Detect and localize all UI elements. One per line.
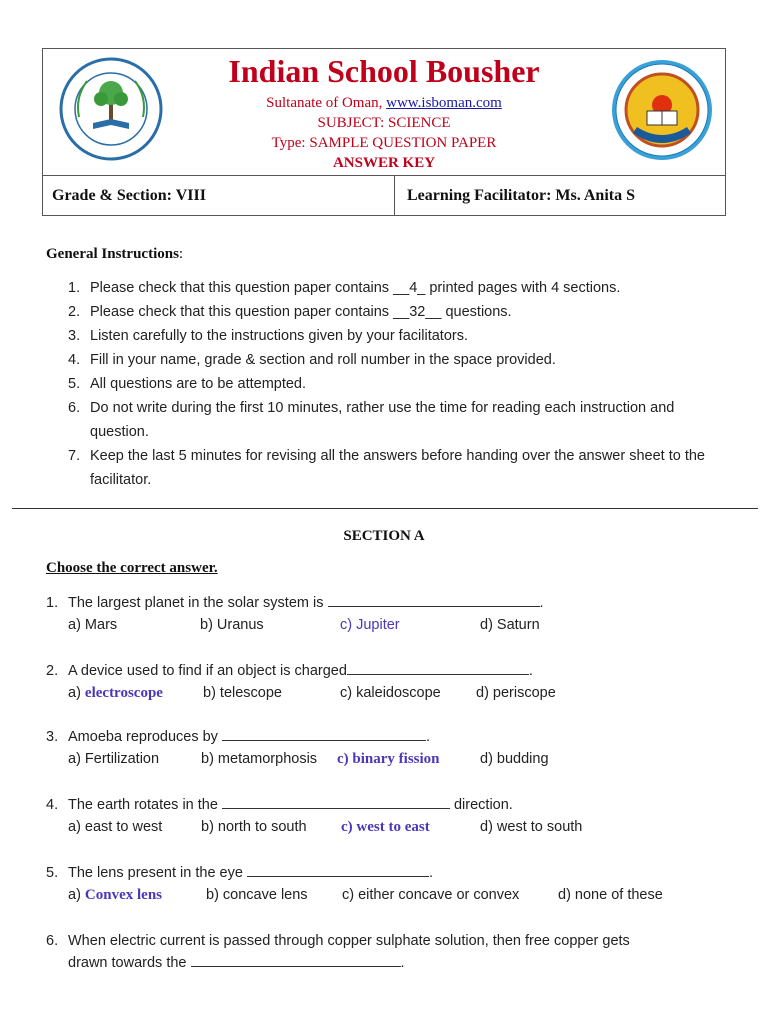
general-instructions-title: General Instructions: [46, 246, 184, 262]
grade-section: Grade & Section: VIII [43, 176, 395, 216]
school-name: Indian School Bousher [228, 53, 540, 89]
answer-blank [222, 726, 426, 741]
option-d: d) periscope [476, 685, 556, 701]
question-6: 6. When electric current is passed through copper sulphate solution, then free copper gets drawn towards the . [46, 933, 630, 971]
answer-key-line: ANSWER KEY [332, 155, 436, 171]
option-d: d) none of these [558, 887, 663, 903]
question-2: 2. A device used to find if an object is charged . a) electroscope b) telescope c) kaleidoscope d) periscope [46, 660, 736, 704]
option-a: a) Convex lens [68, 887, 163, 903]
option-b: b) metamorphosis [201, 751, 318, 767]
option-b: b) concave lens [206, 887, 308, 903]
instruction-item: 4. Fill in your name, grade & section and roll number in the space provided. [68, 352, 556, 368]
section-directive: Choose the correct answer. [46, 560, 218, 576]
section-title: SECTION A [343, 528, 425, 544]
header-info-row [43, 176, 725, 216]
instruction-item: 2. Please check that this question paper contains __32__ questions. [68, 304, 512, 320]
cbse-logo-icon [609, 57, 715, 163]
option-c-answer: c) west to east [341, 819, 430, 835]
type-line: Type: SAMPLE QUESTION PAPER [271, 135, 497, 151]
option-d: d) west to south [480, 819, 583, 835]
option-a: a) electroscope [68, 685, 163, 701]
instructions-list [46, 276, 736, 492]
question-5: 5. The lens present in the eye . a) Convex lens b) concave lens c) either concave or convex d) none of these [46, 862, 736, 906]
answer-blank [191, 952, 401, 967]
learning-facilitator: Learning Facilitator: Ms. Anita S [407, 187, 635, 204]
option-d: d) Saturn [480, 617, 540, 633]
answer-blank [247, 862, 429, 877]
instruction-item: 5. All questions are to be attempted. [68, 376, 307, 392]
instruction-item: 3. Listen carefully to the instructions given by your facilitators. [68, 328, 468, 344]
answer-blank [328, 592, 540, 607]
question-1: 1. The largest planet in the solar system is . a) Mars b) Uranus c) Jupiter d) Saturn [46, 592, 736, 636]
option-b: b) Uranus [200, 617, 264, 633]
website-link[interactable]: www.isboman.com [386, 95, 502, 111]
option-d: d) budding [480, 751, 549, 767]
option-c: c) either concave or convex [342, 887, 520, 903]
answer-blank [222, 794, 450, 809]
option-a-answer: Convex lens [84, 887, 163, 903]
location-prefix: Sultanate of Oman, [266, 95, 387, 111]
option-a: a) Fertilization [68, 751, 160, 767]
answer-blank [347, 660, 529, 675]
question-3: 3. Amoeba reproduces by . a) Fertilization b) metamorphosis c) binary fission d) budding [46, 726, 736, 770]
option-c-answer: c) binary fission [337, 751, 440, 767]
option-b: b) north to south [201, 819, 307, 835]
option-c: c) kaleidoscope [340, 685, 441, 701]
option-a: a) Mars [68, 617, 118, 633]
subject-line: SUBJECT: SCIENCE [317, 115, 451, 131]
instruction-item: 6. Do not write during the first 10 minutes, rather use the time for reading each instruction and question. [68, 400, 675, 440]
header-top [43, 49, 725, 176]
question-4: 4. The earth rotates in the direction. a) east to west b) north to south c) west to east d) west to south [46, 794, 736, 838]
section-divider [12, 508, 758, 509]
option-a: a) east to west [68, 819, 163, 835]
option-a-answer: electroscope [84, 685, 163, 701]
option-b: b) telescope [203, 685, 282, 701]
option-c-answer: c) Jupiter [340, 617, 400, 633]
header-box [42, 48, 726, 216]
instruction-item: 7. Keep the last 5 minutes for revising all the answers before handing over the answer sheet to the facilitator. [68, 448, 705, 488]
instruction-item: 1. Please check that this question paper contains __4_ printed pages with 4 sections. [68, 280, 621, 296]
